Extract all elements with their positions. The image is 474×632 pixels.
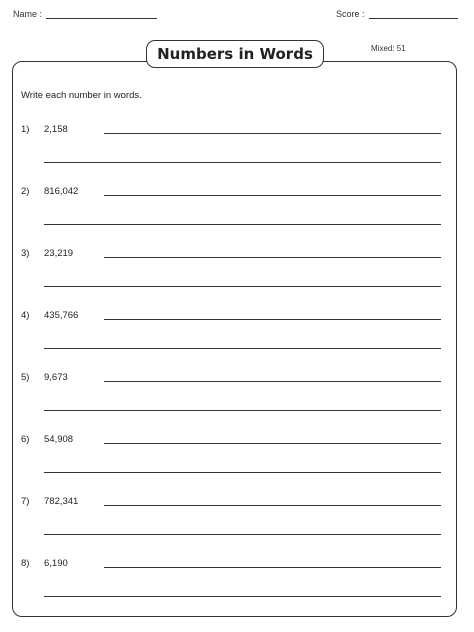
set-label: Mixed: 51 bbox=[371, 44, 406, 53]
problem-value: 816,042 bbox=[44, 186, 79, 197]
answer-line[interactable] bbox=[44, 472, 441, 473]
answer-line[interactable] bbox=[44, 410, 441, 411]
answer-line[interactable] bbox=[104, 443, 441, 444]
problem-1 bbox=[0, 124, 474, 174]
answer-line[interactable] bbox=[44, 224, 441, 225]
problem-value: 782,341 bbox=[44, 496, 79, 507]
worksheet-title: Numbers in Words bbox=[146, 40, 324, 68]
score-label: Score : bbox=[336, 9, 365, 19]
answer-line[interactable] bbox=[104, 381, 441, 382]
problem-value: 435,766 bbox=[44, 310, 79, 321]
answer-line[interactable] bbox=[104, 567, 441, 568]
problem-3 bbox=[0, 248, 474, 298]
problem-number: 1) bbox=[21, 124, 30, 135]
answer-line[interactable] bbox=[104, 257, 441, 258]
problem-number: 6) bbox=[21, 434, 30, 445]
problem-value: 6,190 bbox=[44, 558, 68, 569]
problem-value: 54,908 bbox=[44, 434, 74, 445]
problem-value: 9,673 bbox=[44, 372, 68, 383]
answer-line[interactable] bbox=[44, 596, 441, 597]
score-field[interactable] bbox=[369, 18, 458, 19]
answer-line[interactable] bbox=[104, 195, 441, 196]
problem-number: 4) bbox=[21, 310, 30, 321]
answer-line[interactable] bbox=[44, 348, 441, 349]
problem-8 bbox=[0, 558, 474, 608]
problem-2 bbox=[0, 186, 474, 236]
problem-6 bbox=[0, 434, 474, 484]
problem-value: 2,158 bbox=[44, 124, 68, 135]
instructions: Write each number in words. bbox=[21, 90, 142, 101]
problem-4 bbox=[0, 310, 474, 360]
problem-value: 23,219 bbox=[44, 248, 74, 259]
answer-line[interactable] bbox=[104, 505, 441, 506]
problem-number: 5) bbox=[21, 372, 30, 383]
problem-number: 7) bbox=[21, 496, 30, 507]
name-label: Name : bbox=[13, 9, 43, 19]
answer-line[interactable] bbox=[104, 319, 441, 320]
problem-5 bbox=[0, 372, 474, 422]
problem-7 bbox=[0, 496, 474, 546]
answer-line[interactable] bbox=[44, 534, 441, 535]
problem-number: 2) bbox=[21, 186, 30, 197]
answer-line[interactable] bbox=[44, 162, 441, 163]
name-field[interactable] bbox=[46, 18, 157, 19]
problem-number: 8) bbox=[21, 558, 30, 569]
problem-number: 3) bbox=[21, 248, 30, 259]
answer-line[interactable] bbox=[44, 286, 441, 287]
answer-line[interactable] bbox=[104, 133, 441, 134]
